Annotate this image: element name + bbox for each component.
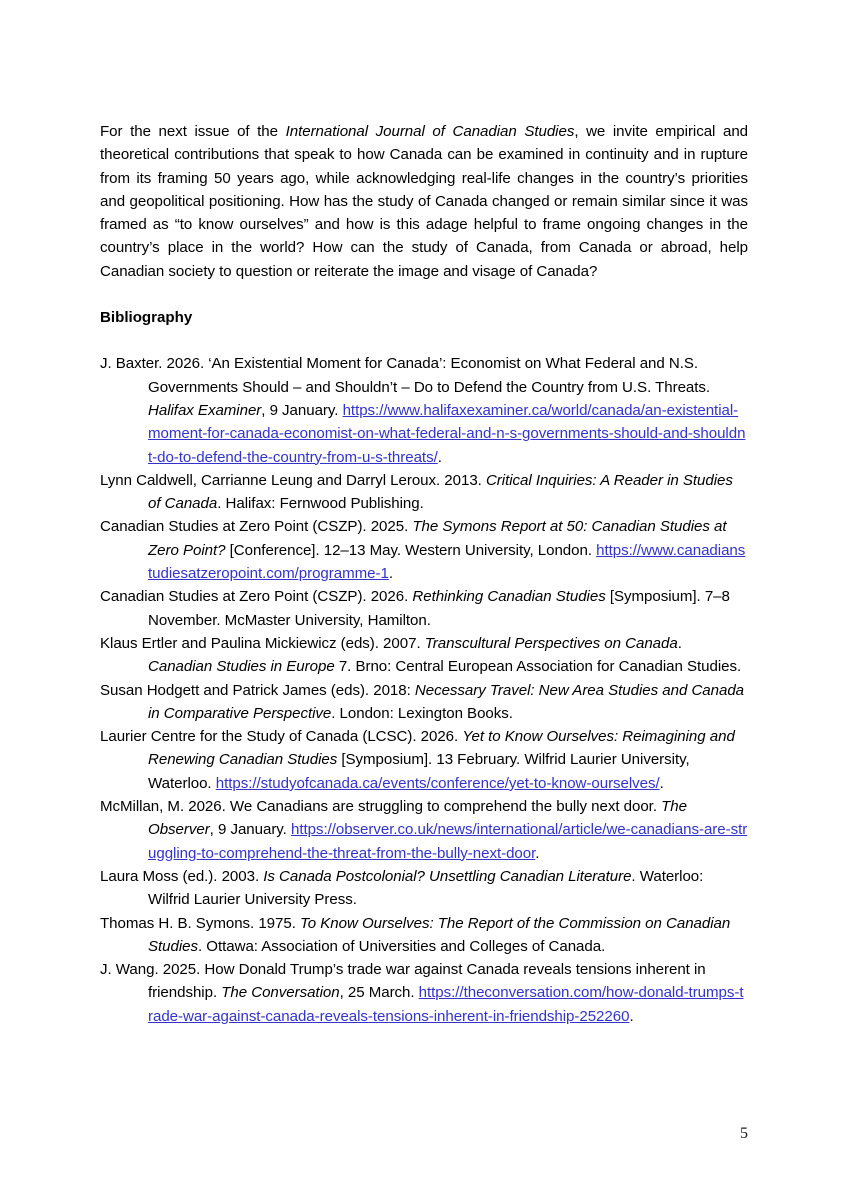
text-run: Thomas H. B. Symons. 1975. bbox=[100, 914, 300, 932]
bibliography-entry bbox=[100, 515, 748, 585]
text-run: 7. Brno: Central European Association for Canadian Studies. bbox=[334, 658, 742, 676]
reference-link[interactable]: https://observer.co.uk/news/international/article/we-canadians-are-struggling-to-comprehend-the-threat-from-the-bully-next-door bbox=[148, 821, 748, 862]
text-run: . bbox=[677, 634, 682, 652]
text-run: Susan Hodgett and Patrick James (eds). 2018: bbox=[100, 681, 415, 699]
text-run: Laura Moss (ed.). 2003. bbox=[100, 867, 264, 885]
italic-title: The Conversation bbox=[221, 984, 340, 1002]
page-content bbox=[100, 120, 748, 1028]
italic-title: Yet to Know Ourselves: Reimagining and Renewing Canadian Studies bbox=[148, 728, 735, 769]
bibliography-entry bbox=[100, 352, 748, 468]
text-run: Lynn Caldwell, Carrianne Leung and Darryl Leroux. 2013. bbox=[100, 471, 486, 489]
text-run: J. Baxter. 2026. ‘An Existential Moment for Canada’: Economist on What Federal and N.S. Governments Should – and Shouldn’t – Do to Defend the Country from U.S. Threats. bbox=[100, 355, 711, 396]
italic-title: To Know Ourselves: The Report of the Commission on Canadian Studies bbox=[148, 914, 731, 955]
italic-title: Necessary Travel: New Area Studies and Canada in Comparative Perspective bbox=[148, 681, 745, 722]
text-run: , 9 January. bbox=[261, 401, 343, 419]
text-run: . bbox=[535, 844, 540, 862]
text-run: [Symposium]. 7–8 November. McMaster University, Hamilton. bbox=[148, 588, 730, 629]
text-run: Klaus Ertler and Paulina Mickiewicz (eds). 2007. bbox=[100, 634, 425, 652]
italic-title: International Journal of Canadian Studies bbox=[285, 123, 575, 140]
italic-title: The Symons Report at 50: Canadian Studies at Zero Point? bbox=[148, 518, 727, 559]
text-run: For the next issue of the bbox=[100, 123, 286, 140]
text-run: . Ottawa: Association of Universities and Colleges of Canada. bbox=[198, 937, 606, 955]
text-run: . London: Lexington Books. bbox=[331, 704, 513, 722]
bibliography-entry bbox=[100, 725, 748, 795]
text-run: [Symposium]. 13 February. Wilfrid Laurier University, Waterloo. bbox=[148, 751, 690, 792]
bibliography-heading: Bibliography bbox=[100, 309, 193, 327]
italic-title: The Observer bbox=[148, 798, 687, 839]
reference-link[interactable]: https://www.canadianstudiesatzeropoint.com/programme-1 bbox=[148, 541, 746, 583]
text-run: McMillan, M. 2026. We Canadians are struggling to comprehend the bully next door. bbox=[100, 798, 662, 816]
text-run: Canadian Studies at Zero Point (CSZP). 2026. bbox=[100, 588, 413, 606]
bibliography-entry bbox=[100, 679, 748, 726]
reference-link[interactable]: https://theconversation.com/how-donald-trumps-trade-war-against-canada-reveals-tensions-inherent-in-friendship-252260 bbox=[148, 984, 744, 1025]
text-run: J. Wang. 2025. How Donald Trump’s trade war against Canada reveals tensions inherent in friendship. bbox=[100, 961, 706, 1002]
text-run: . bbox=[388, 565, 393, 583]
italic-title: Transcultural Perspectives on Canada bbox=[424, 634, 678, 652]
page-number: 5 bbox=[740, 1125, 748, 1142]
text-run: Laurier Centre for the Study of Canada (LCSC). 2026. bbox=[100, 728, 463, 746]
italic-title: Halifax Examiner bbox=[148, 401, 262, 419]
text-run: [Conference]. 12–13 May. Western University, London. bbox=[225, 541, 597, 559]
italic-title: Canadian Studies in Europe bbox=[148, 658, 335, 676]
text-run: . Halifax: Fernwood Publishing. bbox=[217, 495, 424, 513]
text-run: , 25 March. bbox=[339, 984, 419, 1002]
italic-title: Critical Inquiries: A Reader in Studies of Canada bbox=[148, 471, 733, 513]
bibliography-list bbox=[100, 352, 748, 1028]
bibliography-entry bbox=[100, 958, 748, 1028]
bibliography-entry bbox=[100, 865, 748, 912]
reference-link[interactable]: https://studyofcanada.ca/events/conference/yet-to-know-ourselves/ bbox=[215, 774, 660, 792]
bibliography-entry bbox=[100, 632, 748, 679]
bibliography-entry bbox=[100, 585, 748, 632]
italic-title: Rethinking Canadian Studies bbox=[412, 588, 606, 606]
reference-link[interactable]: https://www.halifaxexaminer.ca/world/canada/an-existential-moment-for-canada-economist-on-what-federal-and-n-s-governments-should-and-shouldnt-do-to-defend-the-country-from-u-s-threats/ bbox=[148, 401, 746, 466]
text-run: . bbox=[437, 448, 442, 466]
text-run: Canadian Studies at Zero Point (CSZP). 2025. bbox=[100, 518, 413, 536]
text-run: , 9 January. bbox=[209, 821, 291, 839]
bibliography-entry bbox=[100, 795, 748, 865]
italic-title: Is Canada Postcolonial? Unsettling Canadian Literature bbox=[263, 867, 632, 885]
text-run: . bbox=[659, 774, 664, 792]
text-run: . bbox=[629, 1007, 634, 1025]
bibliography-entry bbox=[100, 469, 748, 516]
intro-paragraph bbox=[100, 120, 748, 283]
bibliography-entry bbox=[100, 912, 748, 959]
text-run: , we invite empirical and theoretical contributions that speak to how Canada can be examined in continuity and in rupture from its framing 50 years ago, while acknowledging real-life changes in the country’s priorities and geopolitical positioning. How has the study of Canada changed or remain similar since it was framed as “to know ourselves” and how is this adage helpful to frame ongoing changes in the country’s place in the world? How can the study of Canada, from Canada or abroad, help Canadian society to question or reiterate the image and visage of Canada? bbox=[100, 123, 749, 280]
text-run: . Waterloo: Wilfrid Laurier University Press. bbox=[148, 867, 704, 909]
